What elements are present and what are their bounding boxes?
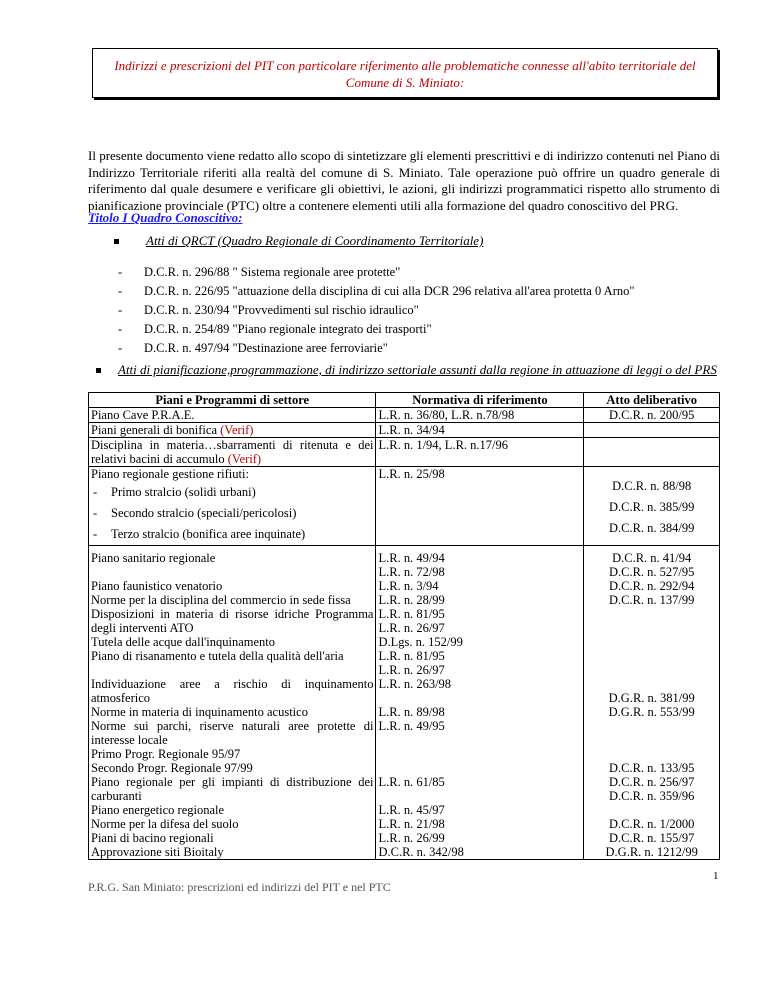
list-item: - D.C.R. n. 296/88 " Sistema regionale aree protette" [118,263,634,282]
cell-text: D.C.R. n. 385/99 [608,500,695,514]
cell-text: Norme in materia di inquinamento acustico [91,705,308,719]
cell-text: Secondo Progr. Regionale 97/99 [91,761,253,775]
plans-table [88,392,720,860]
table-cell [584,423,720,438]
intro-paragraph [88,148,720,214]
cell-text: L.R. n. 89/98 [378,705,445,719]
table-cell: D.C.R. n. 200/95 [584,408,720,423]
table-row [89,423,720,438]
verif-note: (Verif) [227,452,262,466]
cell-text: L.R. n. 26/99 [378,831,445,845]
verif-note: (Verif) [220,423,254,437]
cell-text: Tutela delle acque dall'inquinamento [91,635,276,649]
cell-text: D.C.R. n. 155/97 [608,831,695,845]
table-cell [89,438,376,467]
cell-text: L.R. n. 26/97 [378,621,445,635]
cell-text: Norme per la disciplina del commercio in sede fissa [91,593,351,607]
title-line-1: Indirizzi e prescrizioni del PIT con particolare riferimento alle problematiche connesse all'abito territoriale del [114,58,696,73]
cell-text: Primo Progr. Regionale 95/97 [91,747,241,761]
cell-text: D.G.R. n. 1212/99 [605,845,698,859]
table-cell [584,467,720,546]
cell-text: D.C.R. n. 88/98 [612,479,692,493]
cell-text: D.C.R. n. 292/94 [608,579,695,593]
header-atto: Atto deliberativo [584,393,720,408]
cell-text: Disposizioni in materia di risorse idriche Programma degli interventi ATO [91,607,374,635]
title-line-2: Comune di S. Miniato: [345,75,465,90]
table-cell: L.R. n. 36/80, L.R. n.78/98 [376,408,584,423]
header-piani: Piani e Programmi di settore [89,393,376,408]
cell-text: L.R. n. 45/97 [378,803,445,817]
cell-text: Piano energetico regionale [91,803,225,817]
cell-text: D.C.R. n. 137/99 [608,593,695,607]
table-cell: Piano Cave P.R.A.E. [89,408,376,423]
cell-text: Piano regionale per gli impianti di distribuzione dei carburanti [91,775,374,803]
document-title-box [92,48,718,98]
cell-text: Approvazione siti Bioitaly [91,845,224,859]
cell-text: D.C.R. n. 342/98 [378,845,464,859]
cell-text: Norme per la difesa del suolo [91,817,239,831]
cell-text: D.C.R. n. 1/2000 [608,817,695,831]
table-row [89,467,720,546]
cell-text: L.R. n. 28/99 [378,593,445,607]
cell-text: Piano di risanamento e tutela della qualità dell'aria [91,649,344,663]
bullet-pianificazione: Atti di pianificazione,programmazione, di indirizzo settoriale assunti dalla regione in attuazione di leggi o del PRS [118,362,717,377]
table-cell: L.R. n. 1/94, L.R. n.17/96 [376,438,584,467]
qrct-list [118,263,634,358]
cell-text: D.C.R. n. 384/99 [608,521,695,535]
list-item: - D.C.R. n. 254/89 "Piano regionale integrato dei trasporti" [118,320,634,339]
cell-text: L.R. n. 26/97 [378,663,445,677]
cell-text: D.C.R. n. 41/94 [612,551,692,565]
table-cell [584,546,720,860]
table-cell [376,546,584,860]
cell-text: L.R. n. 81/95 [378,649,445,663]
cell-text: Piano faunistico venatorio [91,579,223,593]
cell-text: Piano regionale gestione rifiuti: [91,467,249,481]
bullet-qrct: Atti di QRCT (Quadro Regionale di Coordinamento Territoriale) [146,233,484,248]
table-row [89,546,720,860]
intro-text: Il presente documento viene redatto allo scopo di sintetizzare gli elementi prescrittivi e di indirizzo contenuti nel Piano di Indirizzo Territoriale riferiti alla realtà del comune di S. Miniato. Tale operazione può offrire un quadro generale di riferimento dal quale desumere e verificare gli obiettivi, le azioni, gli indirizzi programmatici rispetto allo strumento di pianificazione provinciale (PTC) oltre a contenere elementi utili alla formazione del quadro conoscitivo del PRG. [88,148,720,213]
table-cell [89,423,376,438]
cell-text: Individuazione aree a rischio di inquinamento atmosferico [91,677,374,705]
cell-text: L.R. n. 21/98 [378,817,445,831]
cell-text: D.G.R. n. 553/99 [608,705,695,719]
table-row [89,438,720,467]
cell-text: L.R. n. 81/95 [378,607,445,621]
cell-text: Norme sui parchi, riserve naturali aree protette di interesse locale [91,719,374,747]
bullet-square-icon [114,239,119,244]
cell-text: Disciplina in materia…sbarramenti di ritenuta e dei relativi bacini di accumulo [91,438,374,466]
sub-item: - Primo stralcio (solidi urbani) [91,485,373,499]
cell-text: D.Lgs. n. 152/99 [378,635,463,649]
table-header-row [89,393,720,408]
bullet-square-icon [96,368,101,373]
cell-text: D.C.R. n. 359/96 [608,789,695,803]
sub-item: - Terzo stralcio (bonifica aree inquinate) [91,527,373,541]
list-item: - D.C.R. n. 497/94 "Destinazione aree ferroviarie" [118,339,634,358]
cell-text: D.C.R. n. 527/95 [608,565,695,579]
cell-text: Piani di bacino regionali [91,831,214,845]
cell-text: L.R. n. 263/98 [378,677,452,691]
cell-text: L.R. n. 3/94 [378,579,439,593]
table-row [89,408,720,423]
cell-text: L.R. n. 61/85 [378,775,445,789]
section-title-link[interactable]: Titolo I Quadro Conoscitivo: [88,210,243,225]
page-number: 1 [713,870,719,882]
table-cell: L.R. n. 34/94 [376,423,584,438]
table-cell [89,467,376,546]
header-normativa: Normativa di riferimento [376,393,584,408]
cell-text: L.R. n. 72/98 [378,565,445,579]
sub-item: - Secondo stralcio (speciali/pericolosi) [91,506,373,520]
cell-text: D.C.R. n. 133/95 [608,761,695,775]
cell-text: D.C.R. n. 256/97 [608,775,695,789]
list-item: - D.C.R. n. 230/94 "Provvedimenti sul rischio idraulico" [118,301,634,320]
table-cell [584,438,720,467]
cell-text: L.R. n. 49/95 [378,719,445,733]
cell-text: D.G.R. n. 381/99 [608,691,695,705]
cell-text: L.R. n. 49/94 [378,551,445,565]
table-cell: L.R. n. 25/98 [376,467,584,546]
cell-text: Piani generali di bonifica [91,423,218,437]
page-footer: P.R.G. San Miniato: prescrizioni ed indirizzi del PIT e nel PTC [88,880,391,894]
table-cell [89,546,376,860]
list-item: - D.C.R. n. 226/95 "attuazione della disciplina di cui alla DCR 296 relativa all'area protetta 0 Arno" [118,282,634,301]
cell-text: Piano sanitario regionale [91,551,216,565]
